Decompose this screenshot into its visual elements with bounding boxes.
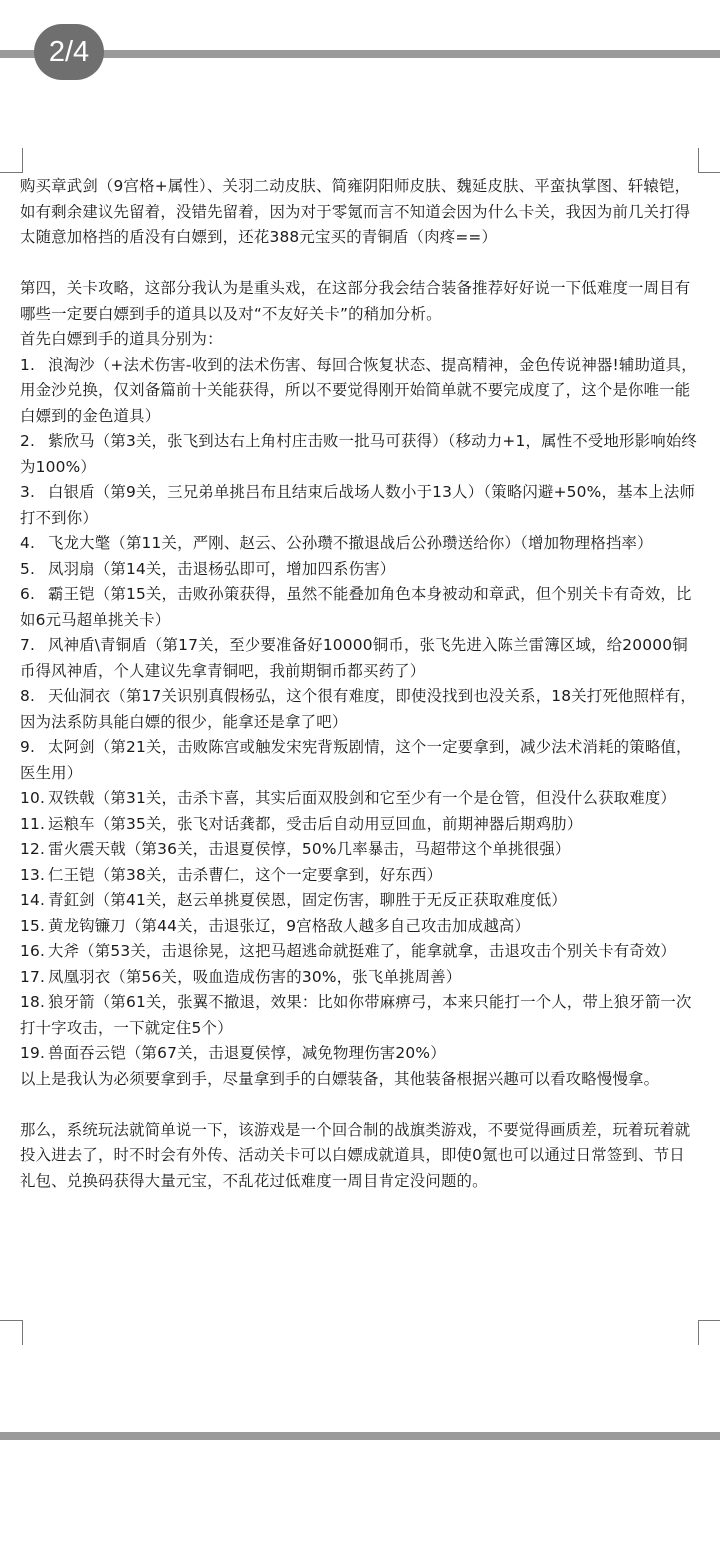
list-item	[20, 684, 700, 735]
list-item-number: 15.	[20, 916, 46, 935]
list-item-number: 11.	[20, 814, 46, 833]
crop-mark-bottom-left	[0, 1320, 23, 1345]
list-item	[20, 531, 700, 557]
list-item-text: 黄龙钩镰刀（第44关，击退张辽，9宫格敌人越多自己攻击加成越高）	[48, 916, 531, 935]
list-item	[20, 735, 700, 786]
list-item-text: 天仙洞衣（第17关识别真假杨弘，这个很有难度，即使没找到也没关系，18关打死他照样有，因为法系防具能白嫖的很少，能拿还是拿了吧）	[20, 687, 697, 731]
top-divider-bar	[0, 50, 720, 58]
list-item-number: 5.	[20, 559, 36, 578]
list-item-text: 双铁戟（第31关，击杀卞喜，其实后面双股剑和它至少有一个是仓管，但没什么获取难度）	[48, 789, 677, 807]
list-item-text: 白银盾（第9关，三兄弟单挑吕布且结束后战场人数小于13人）（策略闪避+50%，基本上法师打不到你）	[20, 483, 696, 527]
list-item	[20, 914, 700, 940]
bottom-divider-bar	[0, 1432, 720, 1440]
list-item-text: 雷火震天戟（第36关，击退夏侯惇，50%几率暴击，马超带这个单挑很强）	[48, 840, 571, 858]
crop-mark-bottom-right	[698, 1320, 720, 1345]
page-indicator-badge: 2/4	[34, 24, 104, 80]
list-item-number: 2.	[20, 432, 36, 450]
list-item	[20, 812, 700, 838]
list-item-number: 13.	[20, 865, 46, 884]
list-item	[20, 557, 700, 583]
list-item	[20, 939, 700, 965]
list-intro: 首先白嫖到手的道具分别为：	[20, 330, 223, 348]
list-item-text: 风神盾\青铜盾（第17关，至少要准备好10000铜币，张飞先进入陈兰雷簿区域，给20000铜币得风神盾，个人建议先拿青铜吧，我前期铜币都买药了）	[20, 636, 688, 680]
list-item	[20, 990, 700, 1041]
list-item-number: 7.	[20, 636, 36, 654]
list-item-number: 12.	[20, 840, 46, 858]
list-item-number: 10.	[20, 789, 46, 807]
list-item-number: 6.	[20, 585, 36, 603]
list-item	[20, 1041, 700, 1067]
list-item	[20, 429, 700, 480]
list-item-number: 18.	[20, 993, 46, 1011]
list-item-number: 19.	[20, 1044, 46, 1062]
list-item-text: 青釭剑（第41关，赵云单挑夏侯恩，固定伤害，聊胜于无反正获取难度低）	[48, 891, 567, 909]
list-item-text: 霸王铠（第15关，击败孙策获得，虽然不能叠加角色本身被动和章武，但个别关卡有奇效，比如6元马超单挑关卡）	[20, 585, 692, 629]
list-item	[20, 480, 700, 531]
list-item	[20, 888, 700, 914]
list-item-number: 8.	[20, 687, 36, 705]
list-item-text: 凤羽扇（第14关，击退杨弘即可，增加四系伤害）	[48, 559, 396, 578]
list-item-text: 大斧（第53关，击退徐晃，这把马超逃命就挺难了，能拿就拿，击退攻击个别关卡有奇效）	[48, 942, 677, 960]
list-item-number: 1.	[20, 355, 36, 374]
list-item	[20, 353, 700, 430]
list-item-number: 17.	[20, 967, 46, 986]
list-item-text: 太阿剑（第21关，击败陈宫或触发宋宪背叛剧情，这个一定要拿到，减少法术消耗的策略值，医生用）	[20, 738, 692, 782]
list-item-text: 浪淘沙（+法术伤害-收到的法术伤害、每回合恢复状态、提高精神，金色传说神器!辅助道具，用金沙兑换，仅刘备篇前十关能获得，所以不要觉得刚开始简单就不要完成度了，这个是你唯一能白嫖到的金色道具）	[20, 355, 697, 425]
crop-mark-top-right	[698, 148, 720, 173]
document-body	[20, 174, 700, 1194]
list-item	[20, 965, 700, 991]
closing-paragraph: 那么，系统玩法就简单说一下，该游戏是一个回合制的战旗类游戏，不要觉得画质差，玩着玩着就投入进去了，时不时会有外传、活动关卡可以白嫖成就道具，即使0氪也可以通过日常签到、节日礼包、兑换码获得大量元宝，不乱花过低难度一周目肯定没问题的。	[20, 1120, 691, 1190]
list-item-number: 3.	[20, 483, 36, 501]
paragraph-gap	[20, 1092, 700, 1118]
list-item-number: 14.	[20, 891, 46, 909]
list-item	[20, 633, 700, 684]
list-item-text: 飞龙大氅（第11关，严刚、赵云、公孙瓒不撤退战后公孙瓒送给你）（增加物理格挡率）	[48, 534, 653, 552]
list-item-number: 16.	[20, 942, 46, 960]
list-item-text: 狼牙箭（第61关，张翼不撤退，效果：比如你带麻痹弓，本来只能打一个人，带上狼牙箭一次打十字攻击，一下就定住5个）	[20, 993, 692, 1037]
section-four-paragraph: 第四，关卡攻略，这部分我认为是重头戏，在这部分我会结合装备推荐好好说一下低难度一周目有哪些一定要白嫖到手的道具以及对“不友好关卡”的稍加分析。	[20, 279, 691, 323]
list-item	[20, 582, 700, 633]
list-item-text: 仁王铠（第38关，击杀曹仁，这个一定要拿到，好东西）	[48, 865, 443, 884]
list-item-text: 凤凰羽衣（第56关，吸血造成伤害的30%，张飞单挑周善）	[48, 967, 462, 986]
list-item-number: 9.	[20, 738, 36, 756]
list-item-text: 紫欣马（第3关，张飞到达右上角村庄击败一批马可获得）（移动力+1，属性不受地形影响始终为100%）	[20, 432, 698, 476]
list-item-text: 兽面吞云铠（第67关，击退夏侯惇，减免物理伤害20%）	[48, 1044, 446, 1062]
list-item-number: 4.	[20, 534, 36, 552]
list-item	[20, 786, 700, 812]
summary-paragraph: 以上是我认为必须要拿到手，尽量拿到手的白嫖装备，其他装备根据兴趣可以看攻略慢慢拿。	[20, 1069, 660, 1088]
intro-paragraph: 购买章武剑（9宫格+属性）、关羽二动皮肤、简雍阴阳师皮肤、魏延皮肤、平蛮执掌图、轩辕铠，如有剩余建议先留着，没错先留着，因为对于零氪而言不知道会因为什么卡关，我因为前几关打得太随意加格挡的盾没有白嫖到，还花388元宝买的青铜盾（肉疼==）	[20, 177, 691, 246]
list-item-text: 运粮车（第35关，张飞对话龚都，受击后自动用豆回血，前期神器后期鸡肋）	[48, 814, 583, 833]
crop-mark-top-left	[0, 148, 23, 173]
equipment-list	[20, 353, 700, 1067]
list-item	[20, 837, 700, 863]
list-item	[20, 863, 700, 889]
paragraph-gap	[20, 251, 700, 277]
